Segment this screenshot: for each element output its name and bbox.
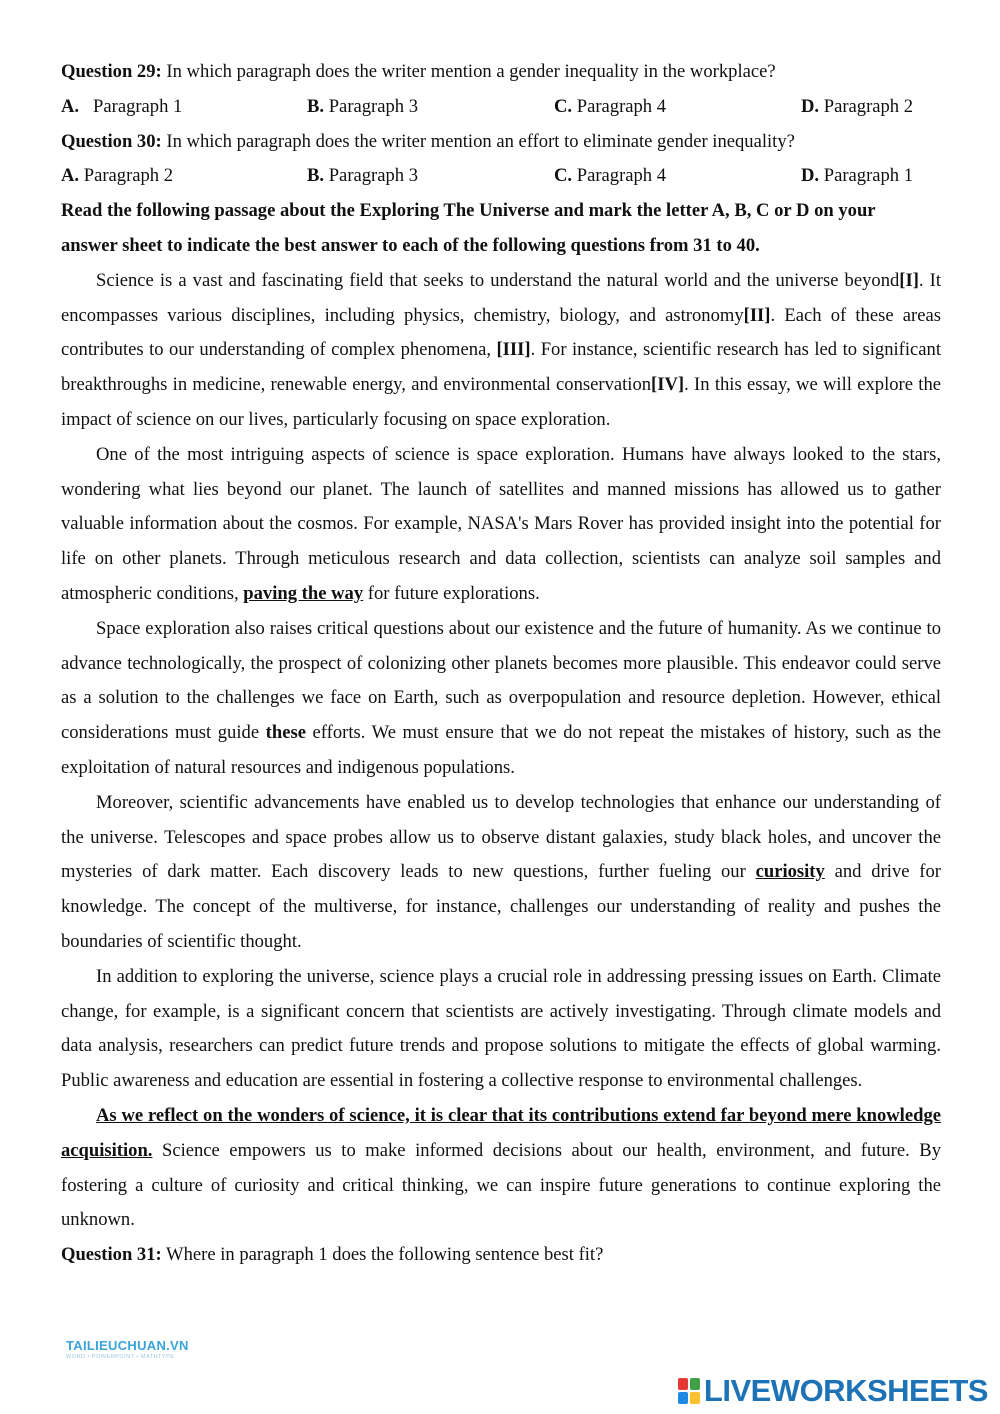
text-run: . In this essay, we will explore the impact of science on our lives, particularly focusing on space exploration. — [61, 374, 941, 430]
option-text: Paragraph 2 — [83, 165, 174, 187]
option-text: Paragraph 3 — [328, 95, 419, 117]
q29-option-d[interactable] — [801, 90, 913, 125]
insertion-marker-3: [III] — [496, 339, 531, 361]
option-letter: A. — [61, 165, 80, 187]
tailieuchuan-tagline: WORD • POWERPOINT • MATHTYPE — [66, 1354, 175, 1360]
option-letter: B. — [307, 95, 325, 117]
text-run: . Each of these areas contributes to our understanding of complex phenomena, — [61, 304, 941, 361]
liveworksheets-icon — [678, 1378, 700, 1404]
question-29 — [61, 55, 941, 90]
option-text: Paragraph 2 — [823, 95, 914, 117]
option-letter: C. — [554, 95, 573, 117]
question-30 — [61, 125, 941, 160]
underlined-sentence: As we reflect on the wonders of science, it is clear that its contributions extend far beyond mere knowledge acquisition. — [61, 1104, 941, 1161]
option-letter: B. — [307, 165, 325, 187]
underlined-word-curiosity: curiosity — [755, 861, 825, 883]
q29-option-b[interactable] — [307, 90, 418, 125]
document-page — [61, 55, 941, 1273]
logo-square-green — [690, 1378, 700, 1390]
tailieuchuan-brand: TAILIEUCHUAN.VN — [66, 1338, 189, 1353]
passage-paragraph-1 — [61, 264, 941, 438]
text-run: . For instance, scientific research has led to significant breakthroughs in medicine, renewable energy, and environmental conservation — [61, 339, 941, 396]
insertion-marker-4: [IV] — [651, 374, 685, 396]
question-31-label: Question 31: — [61, 1244, 162, 1266]
text-run: Science is a vast and fascinating field that seeks to understand the natural world and the universe beyond — [96, 269, 900, 291]
option-letter: C. — [554, 165, 573, 187]
underlined-phrase-paving-the-way: paving the way — [243, 582, 364, 604]
text-run: efforts. We must ensure that we do not repeat the mistakes of history, such as the exploitation of natural resources and indigenous populations. — [61, 722, 941, 778]
option-text: Paragraph 3 — [328, 165, 419, 187]
question-30-text: In which paragraph does the writer mention an effort to eliminate gender inequality? — [161, 130, 795, 152]
text-run: One of the most intriguing aspects of science is space exploration. Humans have always looked to the stars, wondering what lies beyond our planet. The launch of satellites and manned missions has allowed us to gather valuable information about the cosmos. For example, NASA's Mars Rover has provided insight into the potential for life on other planets. Through meticulous research and data collection, scientists can analyze soil samples and atmospheric conditions, — [61, 443, 941, 604]
logo-square-red — [678, 1378, 688, 1390]
question-30-options — [61, 159, 941, 194]
logo-square-yellow — [690, 1392, 700, 1404]
question-29-text: In which paragraph does the writer mention a gender inequality in the workplace? — [161, 61, 776, 82]
instruction-line-2: answer sheet to indicate the best answer to each of the following questions from 31 to 40. — [61, 234, 760, 256]
text-run: In addition to exploring the universe, science plays a crucial role in addressing pressing issues on Earth. Climate change, for example, is a significant concern that scientists are actively investigating. Through climate models and data analysis, researchers can predict future trends and propose solutions to mitigate the effects of global warming. Public awareness and education are essential in fostering a collective response to environmental challenges. — [61, 965, 941, 1092]
option-letter: D. — [801, 95, 820, 117]
text-run: and drive for knowledge. The concept of the multiverse, for instance, challenges our understanding of reality and pushes the boundaries of scientific thought. — [61, 861, 941, 952]
option-letter: A. — [61, 95, 80, 117]
bold-word-these: these — [265, 722, 306, 744]
text-run: for future explorations. — [363, 582, 540, 604]
passage-instruction — [61, 194, 941, 264]
liveworksheets-logo[interactable] — [678, 1373, 988, 1409]
question-31 — [61, 1238, 941, 1273]
insertion-marker-1: [I] — [899, 269, 919, 291]
text-run: . It encompasses various disciplines, including physics, chemistry, biology, and astronomy — [61, 269, 941, 326]
question-30-label: Question 30: — [61, 130, 162, 152]
option-text: Paragraph 1 — [93, 95, 183, 117]
q30-option-a[interactable] — [61, 159, 173, 194]
text-run: Moreover, scientific advancements have enabled us to develop technologies that enhance our understanding of the universe. Telescopes and space probes allow us to observe distant galaxies, study black holes, and uncover the mysteries of dark matter. Each discovery leads to new questions, further fueling our — [61, 791, 941, 883]
text-run: Science empowers us to make informed decisions about our health, environment, and future. By fostering a culture of curiosity and critical thinking, we can inspire future generations to continue exploring the unknown. — [61, 1139, 941, 1231]
question-31-text: Where in paragraph 1 does the following sentence best fit? — [161, 1244, 604, 1266]
tailieuchuan-watermark — [66, 1338, 189, 1360]
q29-option-a[interactable] — [61, 90, 182, 125]
text-run: Space exploration also raises critical questions about our existence and the future of humanity. As we continue to advance technologically, the prospect of colonizing other planets becomes more plausible. This endeavor could serve as a solution to the challenges we face on Earth, such as overpopulation and resource depletion. However, ethical considerations must guide — [61, 617, 941, 744]
q30-option-b[interactable] — [307, 159, 418, 194]
question-29-label: Question 29: — [61, 61, 162, 82]
option-letter: D. — [801, 165, 820, 187]
passage-paragraph-3 — [61, 612, 941, 786]
option-text: Paragraph 4 — [576, 95, 667, 117]
passage-paragraph-4 — [61, 786, 941, 960]
option-text: Paragraph 4 — [576, 165, 667, 187]
passage-paragraph-2 — [61, 438, 941, 612]
q30-option-d[interactable] — [801, 159, 913, 194]
insertion-marker-2: [II] — [743, 304, 771, 326]
liveworksheets-text: LIVEWORKSHEETS — [703, 1373, 988, 1408]
option-text: Paragraph 1 — [823, 165, 914, 187]
q30-option-c[interactable] — [554, 159, 666, 194]
q29-option-c[interactable] — [554, 90, 666, 125]
question-29-options — [61, 90, 941, 125]
logo-square-blue — [678, 1392, 688, 1404]
instruction-line-1: Read the following passage about the Exploring The Universe and mark the letter A, B, C or D on your — [61, 200, 876, 222]
passage-paragraph-6 — [61, 1099, 941, 1238]
passage-paragraph-5 — [61, 960, 941, 1099]
